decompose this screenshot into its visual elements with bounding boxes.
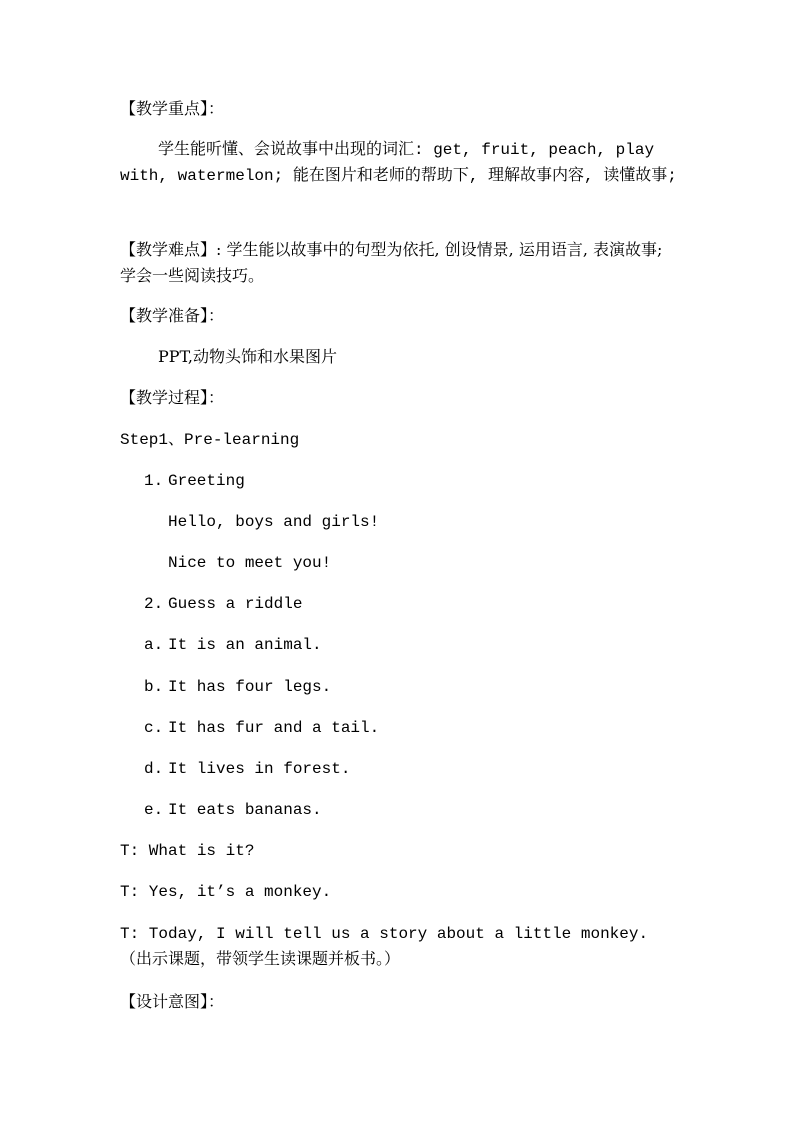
clue-text: It has fur and a tail.	[168, 719, 380, 737]
teaching-difficulty-paragraph: 【教学难点】: 学生能以故事中的句型为依托, 创设情景, 运用语言, 表演故事; 学会一些阅读技巧。	[120, 240, 663, 285]
riddle-clue	[144, 634, 322, 656]
list-number: 2.	[144, 595, 164, 613]
list-item-greeting	[144, 470, 245, 492]
clue-mark: c.	[144, 719, 164, 737]
clue-mark: b.	[144, 678, 164, 696]
step1-title: Step1、Pre-learning	[120, 431, 300, 449]
teacher-line-1: T: What is it?	[120, 842, 255, 860]
heading-design-intent: 【设计意图】：	[120, 992, 225, 1011]
clue-text: It has four legs.	[168, 678, 332, 696]
heading-teaching-focus: 【教学重点】：	[120, 99, 225, 118]
teacher-line-2: T: Yes, it’s a monkey.	[120, 883, 332, 901]
clue-text: It is an animal.	[168, 636, 322, 654]
clue-mark: e.	[144, 801, 164, 819]
teaching-focus-paragraph: 学生能听懂、会说故事中出现的词汇: get, fruit, peach, play with, watermelon; 能在图片和老师的帮助下, 理解故事内容, 读懂故事;	[120, 141, 677, 185]
list-number: 1.	[144, 472, 164, 490]
preparation-text: PPT,动物头饰和水果图片	[158, 347, 337, 366]
heading-teaching-process: 【教学过程】：	[120, 388, 225, 407]
heading-teaching-preparation: 【教学准备】：	[120, 306, 225, 325]
riddle-clue	[144, 676, 331, 698]
riddle-clue	[144, 717, 379, 739]
list-item-riddle	[144, 593, 302, 615]
riddle-clue	[144, 758, 350, 780]
list-item-label: Guess a riddle	[168, 595, 303, 613]
clue-mark: a.	[144, 636, 164, 654]
list-item-label: Greeting	[168, 472, 245, 490]
teacher-line-3: T: Today, I will tell us a story about a little monkey. （出示课题，带领学生读课题并板书。）	[120, 925, 649, 969]
greeting-line-1: Hello, boys and girls!	[168, 513, 380, 531]
greeting-line-2: Nice to meet you!	[168, 554, 332, 572]
clue-mark: d.	[144, 760, 164, 778]
clue-text: It eats bananas.	[168, 801, 322, 819]
riddle-clue	[144, 799, 322, 821]
clue-text: It lives in forest.	[168, 760, 351, 778]
